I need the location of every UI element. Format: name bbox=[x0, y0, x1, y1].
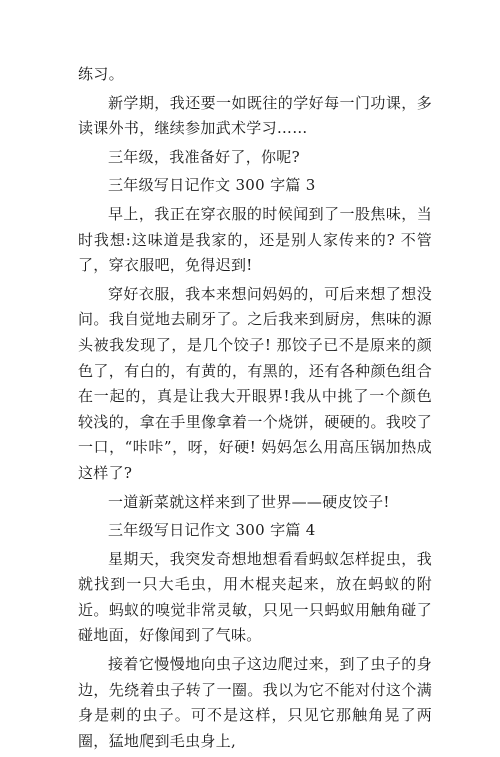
paragraph: 接着它慢慢地向虫子这边爬过来，到了虫子的身边，先绕着虫子转了一圈。我以为它不能对付这个满身是刺的虫子。可不是这样，只见它那触角晃了两圈，猛地爬到毛虫身上, bbox=[78, 655, 432, 750]
paragraph: 穿好衣服，我本来想问妈妈的，可后来想了想没问。我自觉地去刷牙了。之后我来到厨房，焦味的源头被我发现了，是几个饺子! 那饺子已不是原来的颜色了，有白的，有黄的，有黑的，还有各种颜色组合在一起的，真是让我大开眼界!我从中挑了一个颜色较浅的，拿在手里像拿着一个烧饼，硬硬的。我咬了一口，“咔咔”，呀，好硬! 妈妈怎么用高压锅加热成这样了? bbox=[78, 284, 432, 482]
paragraph: 一道新菜就这样来到了世界——硬皮饺子! bbox=[108, 492, 390, 511]
paragraph: 新学期，我还要一如既往的学好每一门功课，多读课外书，继续参加武术学习…… bbox=[78, 93, 432, 138]
paragraph: 早上，我正在穿衣服的时候闻到了一股焦味，当时我想:这味道是我家的，还是别人家传来的? 不管了，穿衣服吧，免得迟到! bbox=[78, 204, 432, 275]
document-body bbox=[78, 62, 432, 757]
paragraph: 练习。 bbox=[78, 65, 124, 83]
section-heading: 三年级写日记作文 300 字篇 3 bbox=[108, 176, 316, 195]
paragraph: 星期天，我突发奇想地想看看蚂蚁怎样捉虫，我就找到一只大毛虫，用木棍夹起来，放在蚂蚁的附近。蚂蚁的嗅觉非常灵敏，只见一只蚂蚁用触角碰了碰地面，好像闻到了气味。 bbox=[78, 549, 432, 645]
section-heading: 三年级写日记作文 300 字篇 4 bbox=[108, 521, 316, 540]
paragraph: 三年级，我准备好了，你呢? bbox=[108, 147, 300, 166]
